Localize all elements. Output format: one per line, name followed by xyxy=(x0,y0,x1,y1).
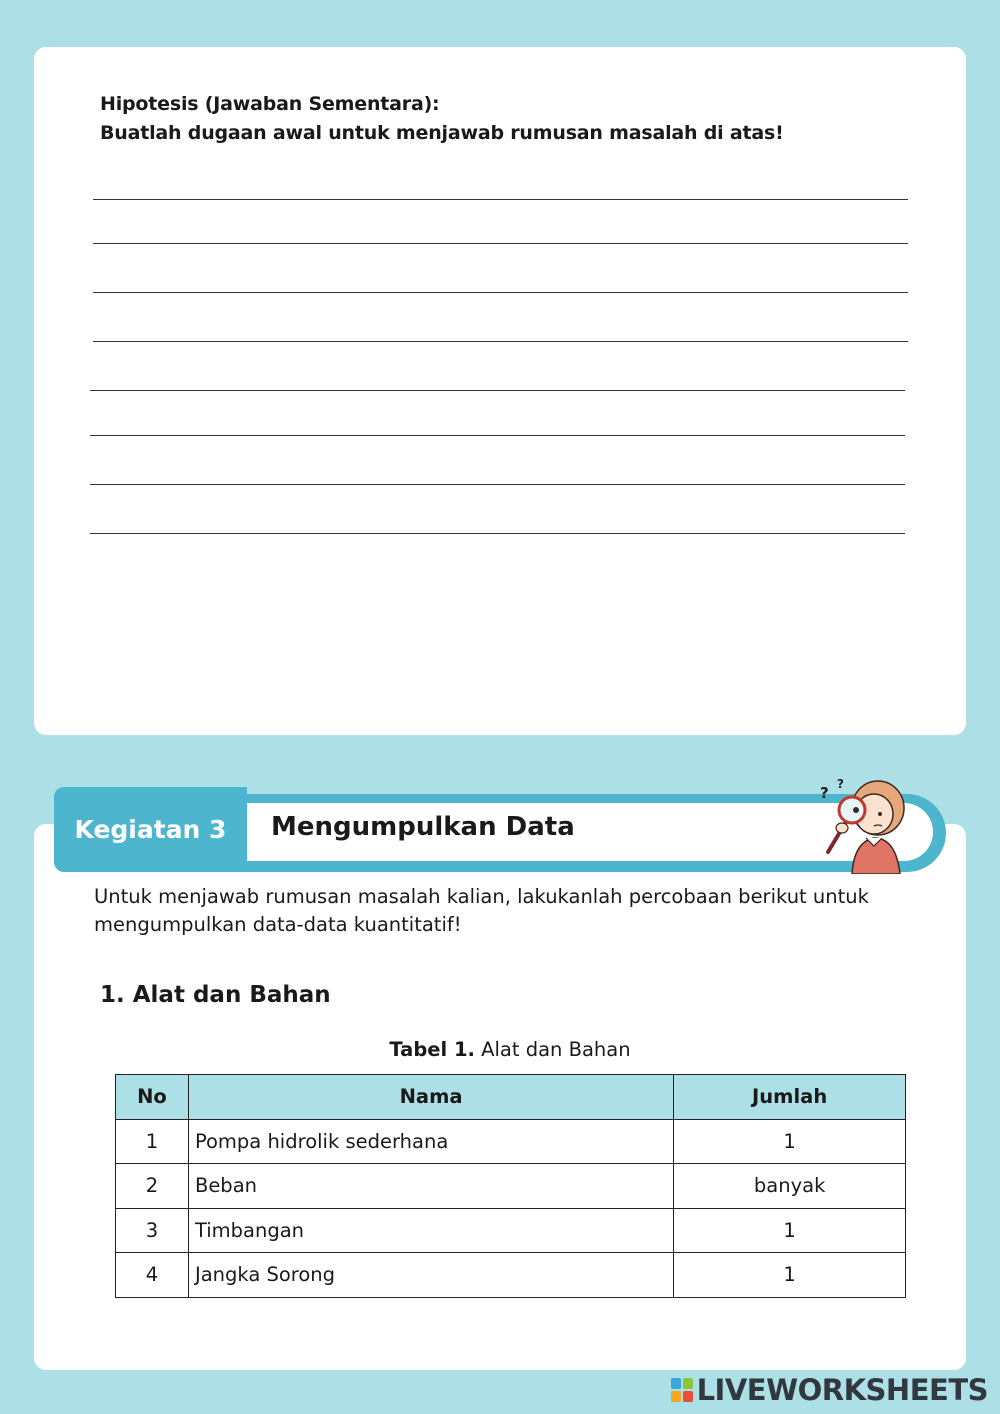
table-row xyxy=(116,1164,906,1209)
cell-jumlah: banyak xyxy=(674,1164,906,1209)
hypothesis-title: Hipotesis (Jawaban Sementara): xyxy=(100,93,440,115)
activity-title: Mengumpulkan Data xyxy=(271,812,575,842)
cell-jumlah: 1 xyxy=(674,1119,906,1164)
cell-nama: Pompa hidrolik sederhana xyxy=(188,1119,673,1164)
hypothesis-card xyxy=(34,47,966,735)
header-jumlah: Jumlah xyxy=(674,1075,906,1120)
cell-no: 1 xyxy=(116,1119,189,1164)
cell-no: 3 xyxy=(116,1208,189,1253)
cell-no: 2 xyxy=(116,1164,189,1209)
liveworksheets-watermark[interactable] xyxy=(671,1373,988,1407)
answer-line[interactable] xyxy=(93,243,908,244)
table-header-row xyxy=(116,1075,906,1120)
table-caption-label: Tabel 1. xyxy=(389,1038,475,1061)
cell-no: 4 xyxy=(116,1253,189,1298)
tools-table xyxy=(115,1074,906,1298)
table-row xyxy=(116,1253,906,1298)
cell-jumlah: 1 xyxy=(674,1253,906,1298)
cell-nama: Beban xyxy=(188,1164,673,1209)
answer-line[interactable] xyxy=(90,435,905,436)
header-nama: Nama xyxy=(188,1075,673,1120)
answer-line[interactable] xyxy=(90,390,905,391)
table-row xyxy=(116,1119,906,1164)
hypothesis-heading xyxy=(100,90,784,148)
svg-text:?: ? xyxy=(820,784,829,802)
answer-line[interactable] xyxy=(93,199,908,200)
watermark-text: LIVEWORKSHEETS xyxy=(696,1373,988,1407)
table-row xyxy=(116,1208,906,1253)
hypothesis-instruction: Buatlah dugaan awal untuk menjawab rumusan masalah di atas! xyxy=(100,122,784,144)
answer-line[interactable] xyxy=(90,533,905,534)
activity-intro: Untuk menjawab rumusan masalah kalian, lakukanlah percobaan berikut untuk mengumpulkan data-data kuantitatif! xyxy=(94,885,869,936)
answer-line[interactable] xyxy=(93,292,908,293)
liveworksheets-logo-icon xyxy=(671,1378,693,1402)
table-caption xyxy=(115,1038,905,1061)
answer-line[interactable] xyxy=(90,484,905,485)
cell-jumlah: 1 xyxy=(674,1208,906,1253)
cell-nama: Jangka Sorong xyxy=(188,1253,673,1298)
activity-tab-label: Kegiatan 3 xyxy=(74,815,227,844)
svg-text:?: ? xyxy=(837,777,844,791)
girl-magnifier-illustration xyxy=(812,772,908,874)
section-heading: 1. Alat dan Bahan xyxy=(100,982,331,1008)
table-caption-text: Alat dan Bahan xyxy=(474,1038,631,1061)
header-no: No xyxy=(116,1075,189,1120)
activity-tab xyxy=(54,787,247,872)
answer-line[interactable] xyxy=(93,341,908,342)
cell-nama: Timbangan xyxy=(188,1208,673,1253)
